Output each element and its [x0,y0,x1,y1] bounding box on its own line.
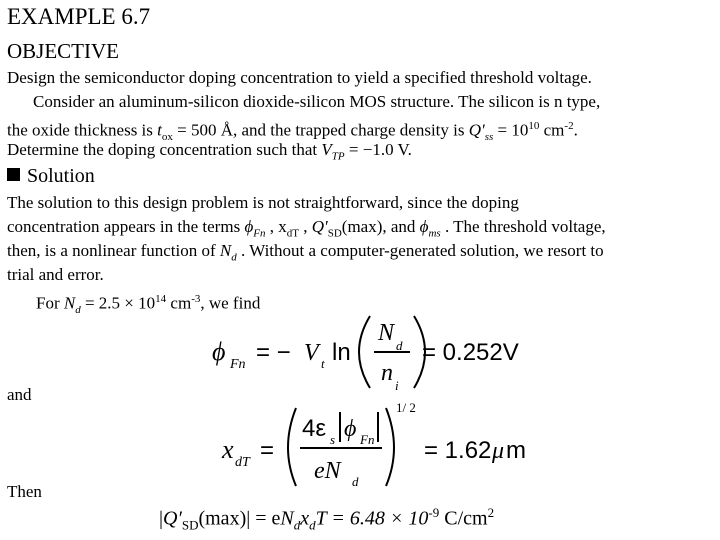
eq1-result: = 0.252V [422,339,519,366]
eq2-result: = 1.62 [424,437,492,464]
and-word: and [7,385,32,404]
eq2-right-paren [386,408,394,486]
square-bullet-icon [7,168,20,181]
solution-heading: Solution [7,165,95,188]
solution-line-4: trial and error. [7,265,104,284]
eq1-den: n [381,360,393,386]
eq2-num-s: s [330,432,336,447]
eq2-phi-sub: Fn [360,432,375,447]
eq1-phi-sub: Fn [230,357,246,372]
phi-fn-equation [200,308,530,396]
eq1-ln: ln [332,339,351,366]
objective-heading: OBJECTIVE [7,39,119,63]
objective-line-1: Design the semiconductor doping concentration to yield a specified threshold voltage. [7,68,592,87]
eq1-num: N [378,320,395,346]
solution-line-2: concentration appears in the terms $\phi_{Fn}$ , $x_{dT}$ , $Q'_{SD}(\max)$, and $\phi_{ms}$ . The threshold voltage, [7,217,606,240]
eq2-num-a: 4ε [302,415,327,442]
eq2-x: x [222,435,234,464]
eq2-mu: μ [492,438,505,464]
eq2-x-sub: dT [235,455,250,470]
objective-line-2: Consider an aluminum-silicon dioxide-silicon MOS structure. The silicon is n type, [33,92,601,111]
eq2-phi: ϕ [344,416,357,442]
eq2-equals: = [260,437,275,464]
solution-line-3: then, is a nonlinear function of $N_d$ . Without a computer-generated solution, we resort to [7,241,604,264]
eq1-den-sub: i [395,378,399,393]
eq1-left-paren [359,316,370,388]
objective-line-4: Determine the doping concentration such that $V_{TP} = -1.0$ V. [7,140,412,163]
eq2-left-paren [288,408,296,486]
eq1-V-sub: t [321,356,325,371]
objective-line-3: the oxide thickness is $t_{ox} = 500$ Å, and the trapped charge density is $Q'_{ss} = 10^{10}$ $cm^{-2}$. [7,120,578,144]
eq2-unit: m [506,437,526,464]
example-title: EXAMPLE 6.7 [7,4,151,29]
eq2-den: eN [314,458,341,484]
solution-line-1: The solution to this design problem is not straightforward, since the doping [7,193,519,212]
eq1-num-sub: d [396,338,403,353]
eq2-exponent: 1/ 2 [396,400,416,415]
eq1-phi: ϕ [212,337,226,366]
eq2-den-sub: d [352,474,359,489]
xdT-equation [210,398,540,490]
solution-line-5: For $N_d = 2.5 \times 10^{14}$ $cm^{-3}$, we find [36,293,261,317]
eq1-equals: = − [256,339,291,366]
then-word: Then [7,482,42,501]
eq1-V: V [304,340,319,366]
final-equation: $|Q'_{SD}(\max)| = eN_dx_dT = 6.48 \times 10^{-9}$ $C/cm^2$ [159,505,495,533]
